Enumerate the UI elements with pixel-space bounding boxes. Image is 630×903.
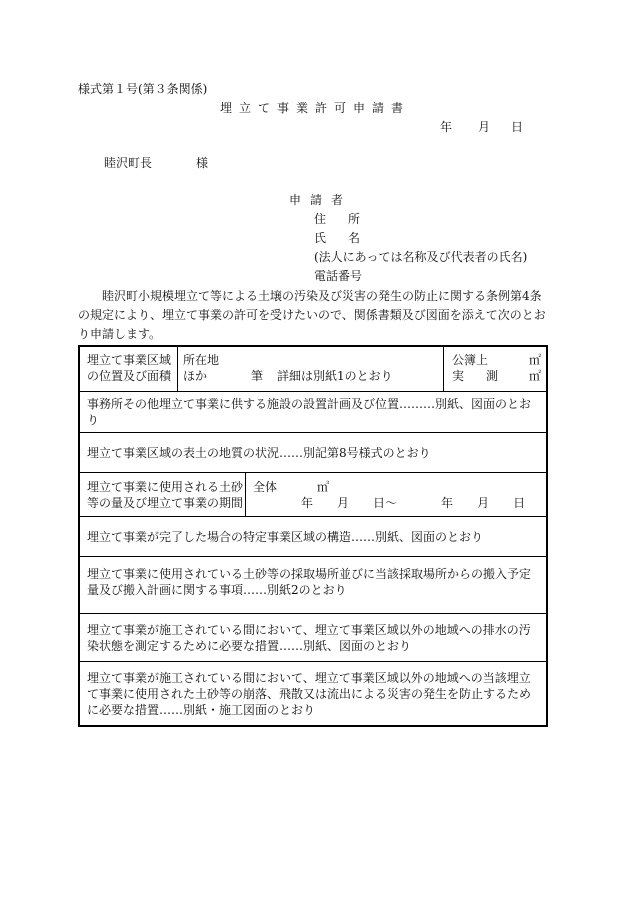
date-line	[440, 120, 523, 134]
table-row-disaster-prevention: 埋立て事業が施工されている間において、埋立て事業区域以外の地域への当該埋立て事業に使用された土砂等の崩落、飛散又は流出による災害の発生を防止するために必要な措置……別紙・施工図面のとおり	[80, 661, 546, 725]
addressee-name: 睦沢町長	[104, 156, 153, 170]
location-area-label: 埋立て事業区域 の位置及び面積	[80, 347, 178, 391]
applicant-heading: 申請者	[289, 193, 353, 207]
applicant-name-label: 氏名	[314, 231, 361, 245]
location-cell: 所在地 ほか 筆 詳細は別紙1のとおり	[178, 347, 444, 391]
document-title: 埋立て事業許可申請書	[219, 101, 410, 115]
volume-period-cell: 全体 ㎥ 年 月 日～ 年 月 日	[253, 480, 526, 510]
date-year: 年	[440, 120, 453, 134]
applicant-address-label: 住所	[314, 212, 361, 226]
table-row-soil-source: 埋立て事業に使用されている土砂等の採取場所並びに当該採取場所からの搬入予定量及び搬入計画に関する事項……別紙2のとおり	[80, 556, 546, 613]
table-row-location-area	[80, 347, 546, 391]
area-cell: 公簿上 ㎡ 実 測 ㎡	[452, 353, 542, 383]
applicant-corp-note: (法人にあっては名称及び代表者の氏名)	[314, 250, 528, 264]
table-row-final-structure: 埋立て事業が完了した場合の特定事業区域の構造……別紙、図面のとおり	[80, 516, 546, 556]
addressee	[104, 156, 208, 170]
form-number: 様式第１号(第３条関係)	[78, 82, 208, 96]
application-statement: 睦沢町小規模埋立て等による土壌の汚染及び災害の発生の防止に関する条例第4条の規定により、埋立て事業の許可を受けたいので、関係書類及び図面を添えて次のとおり申請します。	[78, 289, 546, 341]
addressee-honorific: 様	[196, 156, 209, 170]
table-row-soil-geology: 埋立て事業区域の表土の地質の状況……別記第8号様式のとおり	[80, 432, 546, 472]
table-row-drainage-measures: 埋立て事業が施工されている間において、埋立て事業区域以外の地域への排水の汚染状態を測定するために必要な措置……別紙、図面のとおり	[80, 613, 546, 661]
applicant-phone-label: 電話番号	[314, 269, 363, 283]
volume-period-label: 埋立て事業に使用される土砂 等の量及び埋立て事業の期間	[80, 473, 246, 516]
date-month: 月	[478, 120, 491, 134]
table-row-volume-period	[80, 472, 546, 516]
date-day: 日	[511, 120, 524, 134]
table-row-facility-plan: 事務所その他埋立て事業に供する施設の設置計画及び位置………別紙、図面のとおり	[80, 391, 546, 432]
application-table	[78, 345, 548, 727]
